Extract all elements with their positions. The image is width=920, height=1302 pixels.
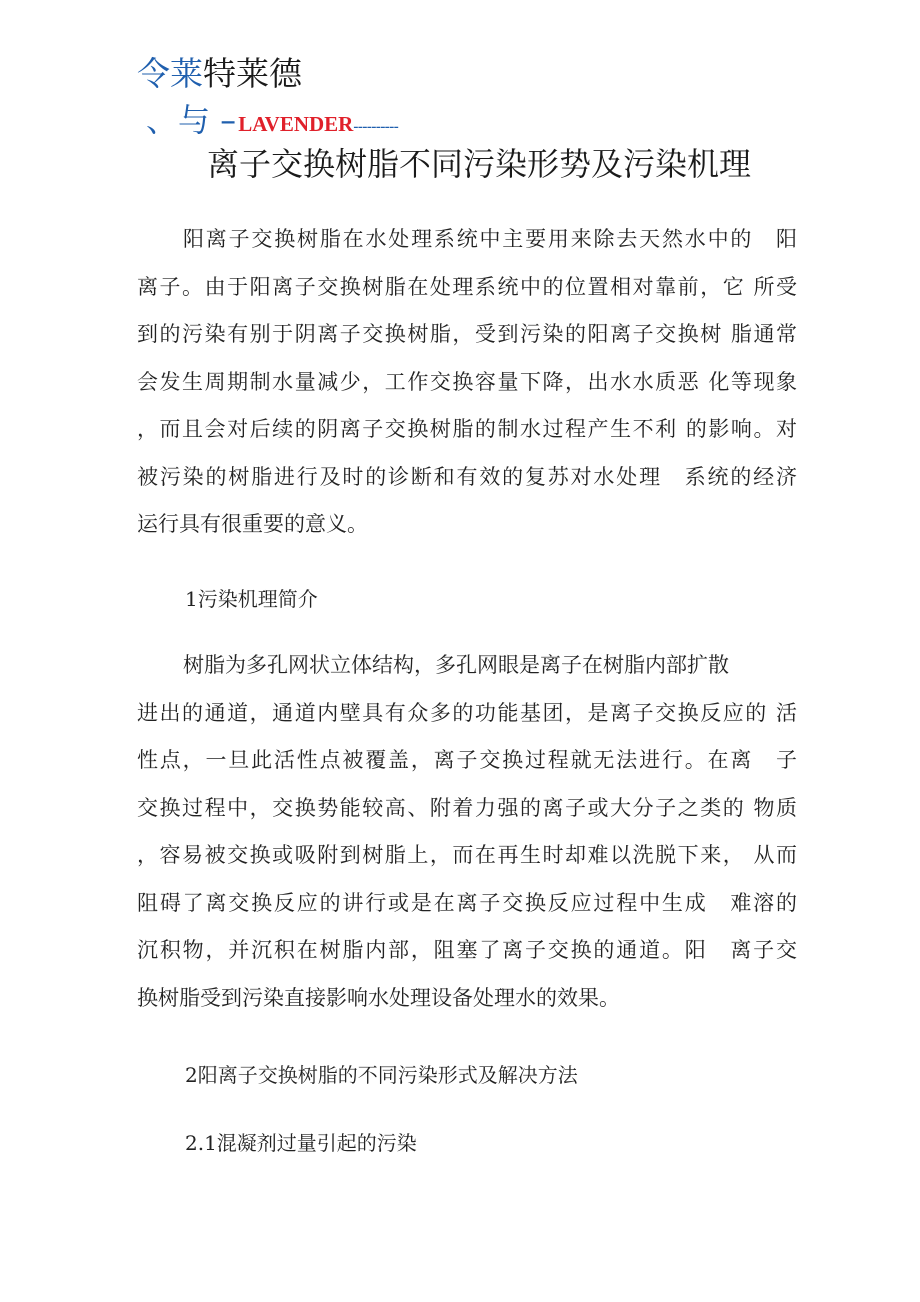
paragraph-line: 交换过程中，交换势能较高、附着力强的离子或大分子之类的 物质 [137,795,797,820]
brand-logo [137,52,302,96]
paragraph-line: 性点，一旦此活性点被覆盖，离子交换过程就无法进行。在离 子 [137,748,797,772]
document-title: 离子交换树脂不同污染形势及污染机理 [206,145,751,183]
brand-name-part1: 令莱 [137,54,203,93]
section-heading-2: 2阳离子交换树脂的不同污染形式及解决方法 [185,1063,578,1087]
paragraph-line: 会发生周期制水量减少，工作交换容量下降，出水水质恶 化等现象 [137,369,797,394]
paragraph-line: 到的污染有别于阴离子交换树脂，受到污染的阳离子交换树 脂通常 [137,322,797,346]
subline-prefix: 、与 – [146,101,237,139]
paragraph-line: 进出的通道，通道内壁具有众多的功能基团，是离子交换反应的 活 [137,700,797,725]
section1-paragraph [137,642,797,1022]
intro-paragraph [137,216,797,549]
brand-subline [146,100,398,147]
section-heading-1: 1污染机理简介 [185,587,318,611]
paragraph-line: 换树脂受到污染直接影响水处理设备处理水的效果。 [137,985,620,1010]
paragraph-line: 树脂为多孔网状立体结构，多孔网眼是离子在树脂内部扩散 [183,653,729,677]
paragraph-line: ，而且会对后续的阴离子交换树脂的制水过程产生不利 的影响。对 [137,417,797,441]
paragraph-line: 被污染的树脂进行及时的诊断和有效的复苏对水处理 系统的经济 [137,464,797,489]
paragraph-line: 阻碍了离交换反应的讲行或是在离子交换反应过程中生成 难溶的 [137,890,797,915]
subline-dashes: ---------- [353,119,399,135]
paragraph-line: 沉积物，并沉积在树脂内部，阻塞了离子交换的通道。阳 离子交 [137,938,797,962]
paragraph-line: 阳离子交换树脂在水处理系统中主要用来除去天然水中的 阳 [183,227,797,251]
brand-name-part2: 特莱德 [203,54,302,93]
paragraph-line: 运行具有很重要的意义。 [137,512,368,536]
paragraph-line: 离子。由于阳离子交换树脂在处理系统中的位置相对靠前，它 所受 [137,274,797,299]
section-heading-2-1: 2.1混凝剂过量引起的污染 [185,1131,417,1155]
paragraph-line: ，容易被交换或吸附到树脂上，而在再生时却难以洗脱下来， 从而 [137,843,797,867]
subline-word: LAVENDER [238,112,354,136]
